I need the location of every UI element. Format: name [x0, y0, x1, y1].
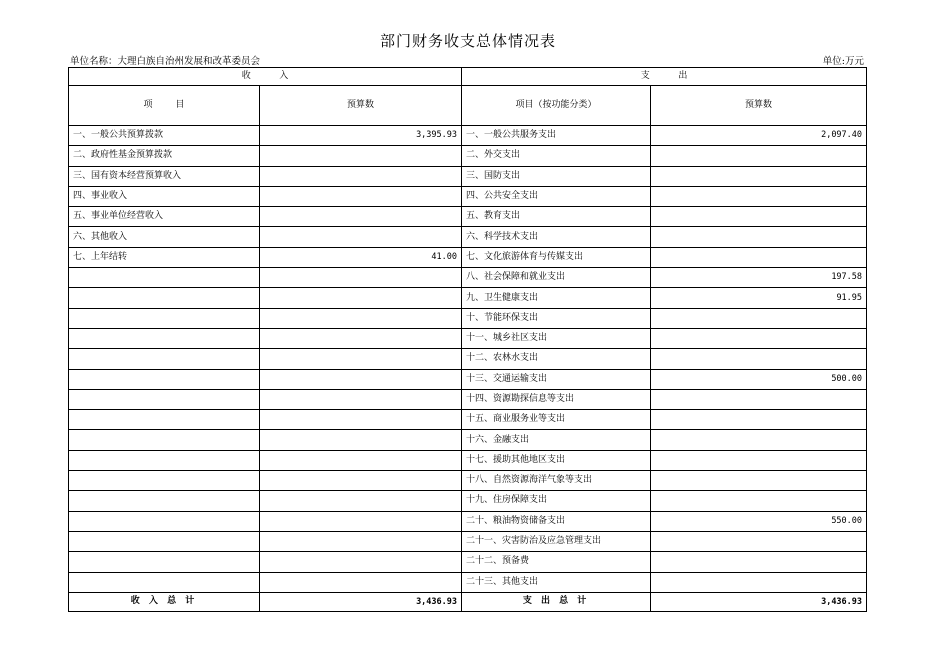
- expense-amount-cell: [651, 531, 867, 551]
- income-amount-cell: [260, 389, 462, 409]
- income-amount-cell: [260, 369, 462, 389]
- page-title: 部门财务收支总体情况表: [379, 32, 556, 50]
- income-item-cell: [69, 552, 260, 572]
- income-item-cell: [69, 268, 260, 288]
- expense-item-cell: 二十、粮油物资储备支出: [462, 511, 651, 531]
- table-row: [69, 328, 867, 348]
- expense-amount-cell: [651, 328, 867, 348]
- expense-item-cell: 二十一、灾害防治及应急管理支出: [462, 531, 651, 551]
- income-section-header: 收 入: [69, 68, 462, 86]
- income-item-cell: 三、国有资本经营预算收入: [69, 166, 260, 186]
- table-row: [69, 288, 867, 308]
- expense-amount-cell: 500.00: [651, 369, 867, 389]
- expense-amount-cell: [651, 410, 867, 430]
- table-row: [69, 389, 867, 409]
- table-row: [69, 511, 867, 531]
- income-item-cell: [69, 308, 260, 328]
- expense-amount-cell: [651, 430, 867, 450]
- expense-item-cell: 十九、住房保障支出: [462, 491, 651, 511]
- table-row: [69, 268, 867, 288]
- expense-section-header: 支 出: [462, 68, 867, 86]
- expense-item-header: 项目（按功能分类）: [462, 86, 651, 126]
- table-row: [69, 491, 867, 511]
- income-amount-cell: 3,395.93: [260, 126, 462, 146]
- table-row: [69, 552, 867, 572]
- income-item-cell: [69, 511, 260, 531]
- expense-amount-cell: [651, 146, 867, 166]
- income-amount-cell: [260, 166, 462, 186]
- expense-amount-cell: 550.00: [651, 511, 867, 531]
- table-row: [69, 430, 867, 450]
- income-amount-cell: [260, 288, 462, 308]
- finance-table: [68, 67, 867, 612]
- expense-item-cell: 一、一般公共服务支出: [462, 126, 651, 146]
- income-item-cell: [69, 491, 260, 511]
- table-row: [69, 146, 867, 166]
- income-item-cell: [69, 349, 260, 369]
- expense-item-cell: 二十三、其他支出: [462, 572, 651, 592]
- expense-amount-cell: [651, 471, 867, 491]
- expense-amount-cell: [651, 166, 867, 186]
- income-item-cell: 五、事业单位经营收入: [69, 207, 260, 227]
- expense-total-amount: 3,436.93: [651, 592, 867, 611]
- expense-item-cell: 七、文化旅游体育与传媒支出: [462, 247, 651, 267]
- expense-item-cell: 十二、农林水支出: [462, 349, 651, 369]
- income-amount-cell: [260, 430, 462, 450]
- expense-amount-cell: 197.58: [651, 268, 867, 288]
- expense-item-cell: 十五、商业服务业等支出: [462, 410, 651, 430]
- table-row: [69, 308, 867, 328]
- income-total-amount: 3,436.93: [260, 592, 462, 611]
- expense-amount-cell: 91.95: [651, 288, 867, 308]
- expense-amount-cell: [651, 207, 867, 227]
- table-row: [69, 471, 867, 491]
- income-amount-cell: [260, 308, 462, 328]
- income-amount-cell: [260, 268, 462, 288]
- expense-item-cell: 三、国防支出: [462, 166, 651, 186]
- totals-row: [69, 592, 867, 611]
- expense-amount-cell: [651, 186, 867, 206]
- expense-amount-cell: [651, 491, 867, 511]
- income-amount-header: 预算数: [260, 86, 462, 126]
- expense-item-cell: 十六、金融支出: [462, 430, 651, 450]
- expense-item-cell: 十八、自然资源海洋气象等支出: [462, 471, 651, 491]
- table-row: [69, 126, 867, 146]
- expense-amount-cell: [651, 552, 867, 572]
- income-item-cell: 六、其他收入: [69, 227, 260, 247]
- income-amount-cell: [260, 146, 462, 166]
- expense-item-cell: 四、公共安全支出: [462, 186, 651, 206]
- income-amount-cell: [260, 511, 462, 531]
- income-item-cell: [69, 410, 260, 430]
- currency-unit: 单位:万元: [822, 56, 864, 67]
- table-row: [69, 207, 867, 227]
- income-item-cell: [69, 531, 260, 551]
- expense-item-cell: 十、节能环保支出: [462, 308, 651, 328]
- income-amount-cell: 41.00: [260, 247, 462, 267]
- table-row: [69, 349, 867, 369]
- expense-amount-header: 预算数: [651, 86, 867, 126]
- income-amount-cell: [260, 572, 462, 592]
- expense-item-cell: 八、社会保障和就业支出: [462, 268, 651, 288]
- income-amount-cell: [260, 531, 462, 551]
- expense-amount-cell: [651, 572, 867, 592]
- income-amount-cell: [260, 410, 462, 430]
- unit-name: 单位名称：大理白族自治州发展和改革委员会: [70, 56, 261, 67]
- table-row: [69, 166, 867, 186]
- expense-item-cell: 十七、援助其他地区支出: [462, 450, 651, 470]
- table-row: [69, 369, 867, 389]
- income-item-cell: 二、政府性基金预算拨款: [69, 146, 260, 166]
- income-amount-cell: [260, 349, 462, 369]
- expense-item-cell: 六、科学技术支出: [462, 227, 651, 247]
- expense-amount-cell: [651, 389, 867, 409]
- table-row: [69, 410, 867, 430]
- income-amount-cell: [260, 227, 462, 247]
- expense-amount-cell: [651, 247, 867, 267]
- income-item-cell: [69, 369, 260, 389]
- income-item-header: 项 目: [69, 86, 260, 126]
- income-item-cell: [69, 450, 260, 470]
- income-total-label: 收 入 总 计: [69, 592, 260, 611]
- table-row: [69, 531, 867, 551]
- expense-amount-cell: [651, 227, 867, 247]
- section-header-row: [69, 68, 867, 86]
- income-item-cell: 七、上年结转: [69, 247, 260, 267]
- expense-item-cell: 二十二、预备费: [462, 552, 651, 572]
- expense-amount-cell: [651, 450, 867, 470]
- table-row: [69, 572, 867, 592]
- expense-item-cell: 十一、城乡社区支出: [462, 328, 651, 348]
- income-amount-cell: [260, 552, 462, 572]
- expense-total-label: 支 出 总 计: [462, 592, 651, 611]
- expense-amount-cell: [651, 349, 867, 369]
- income-item-cell: [69, 389, 260, 409]
- column-header-row: [69, 86, 867, 126]
- expense-item-cell: 十三、交通运输支出: [462, 369, 651, 389]
- income-amount-cell: [260, 328, 462, 348]
- income-item-cell: 一、一般公共预算拨款: [69, 126, 260, 146]
- income-item-cell: [69, 471, 260, 491]
- table-row: [69, 450, 867, 470]
- income-item-cell: [69, 288, 260, 308]
- table-row: [69, 227, 867, 247]
- expense-item-cell: 二、外交支出: [462, 146, 651, 166]
- table-row: [69, 186, 867, 206]
- income-amount-cell: [260, 186, 462, 206]
- income-item-cell: [69, 572, 260, 592]
- expense-amount-cell: [651, 308, 867, 328]
- expense-amount-cell: 2,097.40: [651, 126, 867, 146]
- income-amount-cell: [260, 471, 462, 491]
- expense-item-cell: 九、卫生健康支出: [462, 288, 651, 308]
- income-item-cell: 四、事业收入: [69, 186, 260, 206]
- income-amount-cell: [260, 491, 462, 511]
- income-amount-cell: [260, 450, 462, 470]
- income-amount-cell: [260, 207, 462, 227]
- income-item-cell: [69, 430, 260, 450]
- income-item-cell: [69, 328, 260, 348]
- expense-item-cell: 十四、资源勘探信息等支出: [462, 389, 651, 409]
- table-row: [69, 247, 867, 267]
- expense-item-cell: 五、教育支出: [462, 207, 651, 227]
